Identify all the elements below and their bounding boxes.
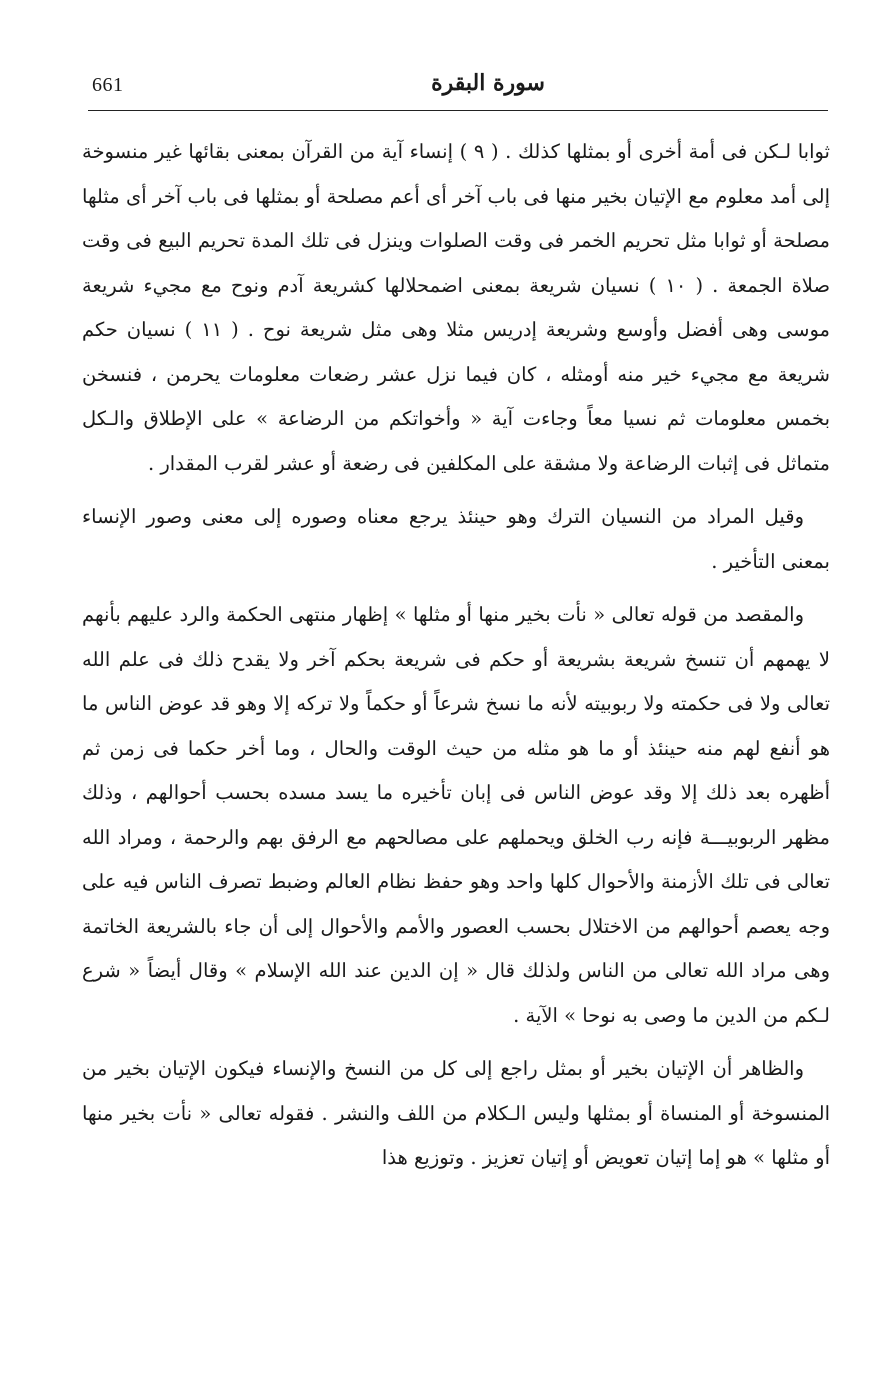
paragraph: وقيل المراد من النسيان الترك وهو حينئذ يرجع معناه وصوره إلى معنى وصور الإنساء بمعنى التأخير . — [82, 505, 830, 573]
body-text — [82, 130, 830, 1181]
page-header — [88, 66, 830, 106]
paragraph: ثوابا لـكن فى أمة أخرى أو بمثلها كذلك . ( ٩ ) إنساء آية من القرآن بمعنى بقائها غير منسوخة إلى أمد معلوم مع الإتيان بخير منها فى باب آخر أى أعم مصلحة أو بمثلها فى باب آخر أى مثلها مصلحة أو ثوابا مثل تحريم الخمر فى وقت الصلوات وينزل فى تلك المدة تحريم البيع فى وقت صلاة الجمعة . ( ١٠ ) نسيان شريعة بمعنى اضمحلالها كشريعة آدم ونوح مع مجيء شريعة موسى وهى أفضل وأوسع وشريعة إدريس مثلا وهى مثل شريعة نوح . ( ١١ ) نسيان حكم شريعة مع مجيء خير منه أومثله ، كان فيما نزل عشر رضعات معلومات يحرمن ، فنسخن بخمس معلومات ثم نسيا معاً وجاءت آية « وأخواتكم من الرضاعة » على الإطلاق والـكل متماثل فى إثبات الرضاعة ولا مشقة على المكلفين فى رضعة أو عشر لقرب المقدار . — [82, 140, 831, 475]
paragraph: والظاهر أن الإتيان بخير أو بمثل راجع إلى كل من النسخ والإنساء فيكون الإتيان بخير من المنسوخة أو المنساة أو بمثلها وليس الـكلام من اللف والنشر . فقوله تعالى « نأت بخير منها أو مثلها » هو إما إتيان تعويض أو إتيان تعزيز . وتوزيع هذا — [82, 1057, 830, 1169]
header-divider — [88, 110, 828, 111]
paragraph: والمقصد من قوله تعالى « نأت بخير منها أو مثلها » إظهار منتهى الحكمة والرد عليهم بأنهم لا يهمهم أن تنسخ شريعة بشريعة أو حكم فى شريعة بحكم آخر ولا يقدح ذلك فى علم الله تعالى ولا فى حكمته ولا ربوبيته لأنه ما نسخ شرعاً أو حكماً ولا تركه إلا وهو قد عوض الناس ما هو أنفع لهم منه حينئذ أو ما هو مثله من حيث الوقت والحال ، وما أخر حكما فى زمن ثم أظهره بعد ذلك إلا وقد عوض الناس فى إبان تأخيره ما يسد مسده بحسب أحوالهم ، وذلك مظهر الربوبيـــة فإنه رب الخلق ويحملهم على مصالحهم مع الرفق بهم والرحمة ، ومراد الله تعالى فى تلك الأزمنة والأحوال كلها واحد وهو حفظ نظام العالم وضبط تصرف الناس فيه على وجه يعصم أحوالهم من الاختلال بحسب العصور والأمم والأحوال إلى أن جاء بالشريعة الخاتمة وهى مراد الله تعالى من الناس ولذلك قال « إن الدين عند الله الإسلام » وقال أيضاً « شرع لـكم من الدين ما وصى به نوحا » الآية . — [82, 603, 830, 1027]
running-head-title: سورة البقرة — [431, 70, 545, 96]
page-number: 661 — [92, 74, 124, 96]
